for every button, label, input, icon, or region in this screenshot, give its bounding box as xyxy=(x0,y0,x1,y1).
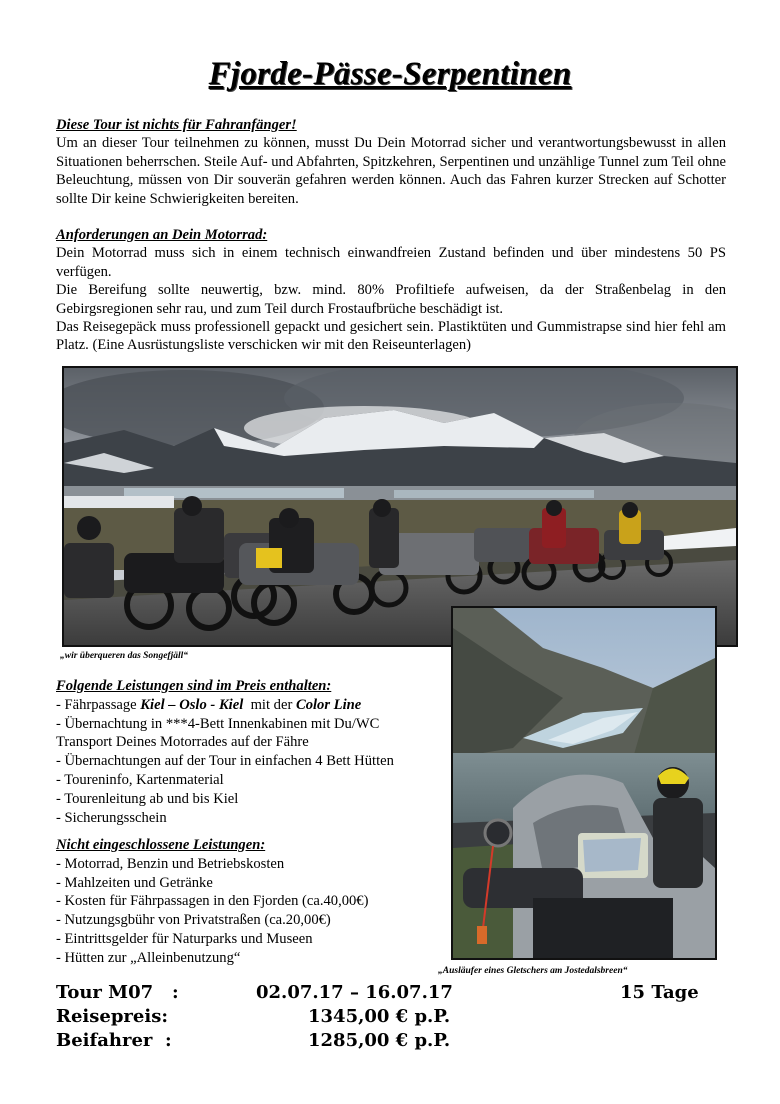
motorcycle-group-photo xyxy=(62,366,738,647)
ferry-middle: mit der xyxy=(243,696,296,713)
ferry-line: Color Line xyxy=(295,696,362,713)
passenger-price: 1285,00 € p.P. xyxy=(308,1030,451,1051)
tour-duration: 15 Tage xyxy=(620,982,699,1003)
excluded-section xyxy=(56,836,446,968)
excluded-heading: Nicht eingeschlossene Leistungen: xyxy=(56,837,266,853)
price-label: Reisepreis: xyxy=(56,1006,168,1027)
price-value: 1345,00 € p.P. xyxy=(308,1006,451,1027)
list-item xyxy=(56,696,446,715)
main-photo-caption: „wir überqueren das Songefjäll“ xyxy=(60,651,189,661)
list-item: - Kosten für Fährpassagen in den Fjorden (ca.40,00€) xyxy=(56,893,369,910)
page-title: Fjorde-Pässe-Serpentinen xyxy=(208,56,572,92)
included-section xyxy=(56,677,446,827)
intro-text: Um an dieser Tour teilnehmen zu können, musst Du Dein Motorrad sicher und verantwortungsbewusst in allen Situationen beherrschen. Steile Auf- und Abfahrten, Spitzkehren, Serpentinen und unzählige Tunnel zum Teil ohne Beleuchtung, müssen von Dir souverän gefahren werden können. Auch das Fahren kurzer Strecken auf Schotter sollte Dir keine Schwierigkeiten bereiten. xyxy=(56,135,726,207)
list-item: Transport Deines Motorrades auf der Fähre xyxy=(56,734,309,751)
glacier-photo xyxy=(451,606,717,960)
requirements-paragraph: Die Bereifung sollte neuwertig, bzw. mind. 80% Profiltiefe aufweisen, da der Straßenbelag in den Gebirgsregionen sehr rau, und zum Teil durch Frostaufbrüche beschädigt ist. xyxy=(56,282,726,317)
requirements-paragraph: Das Reisegepäck muss professionell gepackt und gesichert sein. Plastiktüten und Gummistrapse sind hier fehl am Platz. (Eine Ausrüstungsliste verschicken wir mit den Reiseunterlagen) xyxy=(56,319,726,354)
list-item: - Hütten zur „Alleinbenutzung“ xyxy=(56,949,241,966)
list-item: - Nutzungsgbühr von Privatstraßen (ca.20,00€) xyxy=(56,912,331,929)
requirements-section xyxy=(56,226,726,355)
intro-section xyxy=(56,116,726,208)
list-item: - Toureninfo, Kartenmaterial xyxy=(56,771,224,788)
ferry-route: Kiel – Oslo - Kiel xyxy=(140,696,244,713)
list-item: - Tourenleitung ab und bis Kiel xyxy=(56,790,239,807)
list-item: - Motorrad, Benzin und Betriebskosten xyxy=(56,855,285,872)
ferry-prefix: - Fährpassage xyxy=(56,696,141,713)
tour-label: Tour M07 : xyxy=(56,982,179,1003)
list-item: - Mahlzeiten und Getränke xyxy=(56,874,213,891)
included-heading: Folgende Leistungen sind im Preis enthalten: xyxy=(56,678,332,694)
list-item: - Übernachtung in ***4-Bett Innenkabinen mit Du/WC xyxy=(56,715,380,732)
requirements-heading: Anforderungen an Dein Motorrad: xyxy=(56,227,268,243)
tour-dates: 02.07.17 – 16.07.17 xyxy=(256,982,453,1003)
requirements-paragraph: Dein Motorrad muss sich in einem technisch einwandfreien Zustand befinden und über mindestens 50 PS verfügen. xyxy=(56,245,726,280)
list-item: - Sicherungsschein xyxy=(56,809,167,826)
list-item: - Eintrittsgelder für Naturparks und Museen xyxy=(56,930,313,947)
glacier-photo-caption: „Ausläufer eines Gletschers am Jostedalsbreen“ xyxy=(438,966,628,976)
intro-heading: Diese Tour ist nichts für Fahranfänger! xyxy=(56,117,297,133)
list-item: - Übernachtungen auf der Tour in einfachen 4 Bett Hütten xyxy=(56,753,394,770)
passenger-label: Beifahrer : xyxy=(56,1030,172,1051)
